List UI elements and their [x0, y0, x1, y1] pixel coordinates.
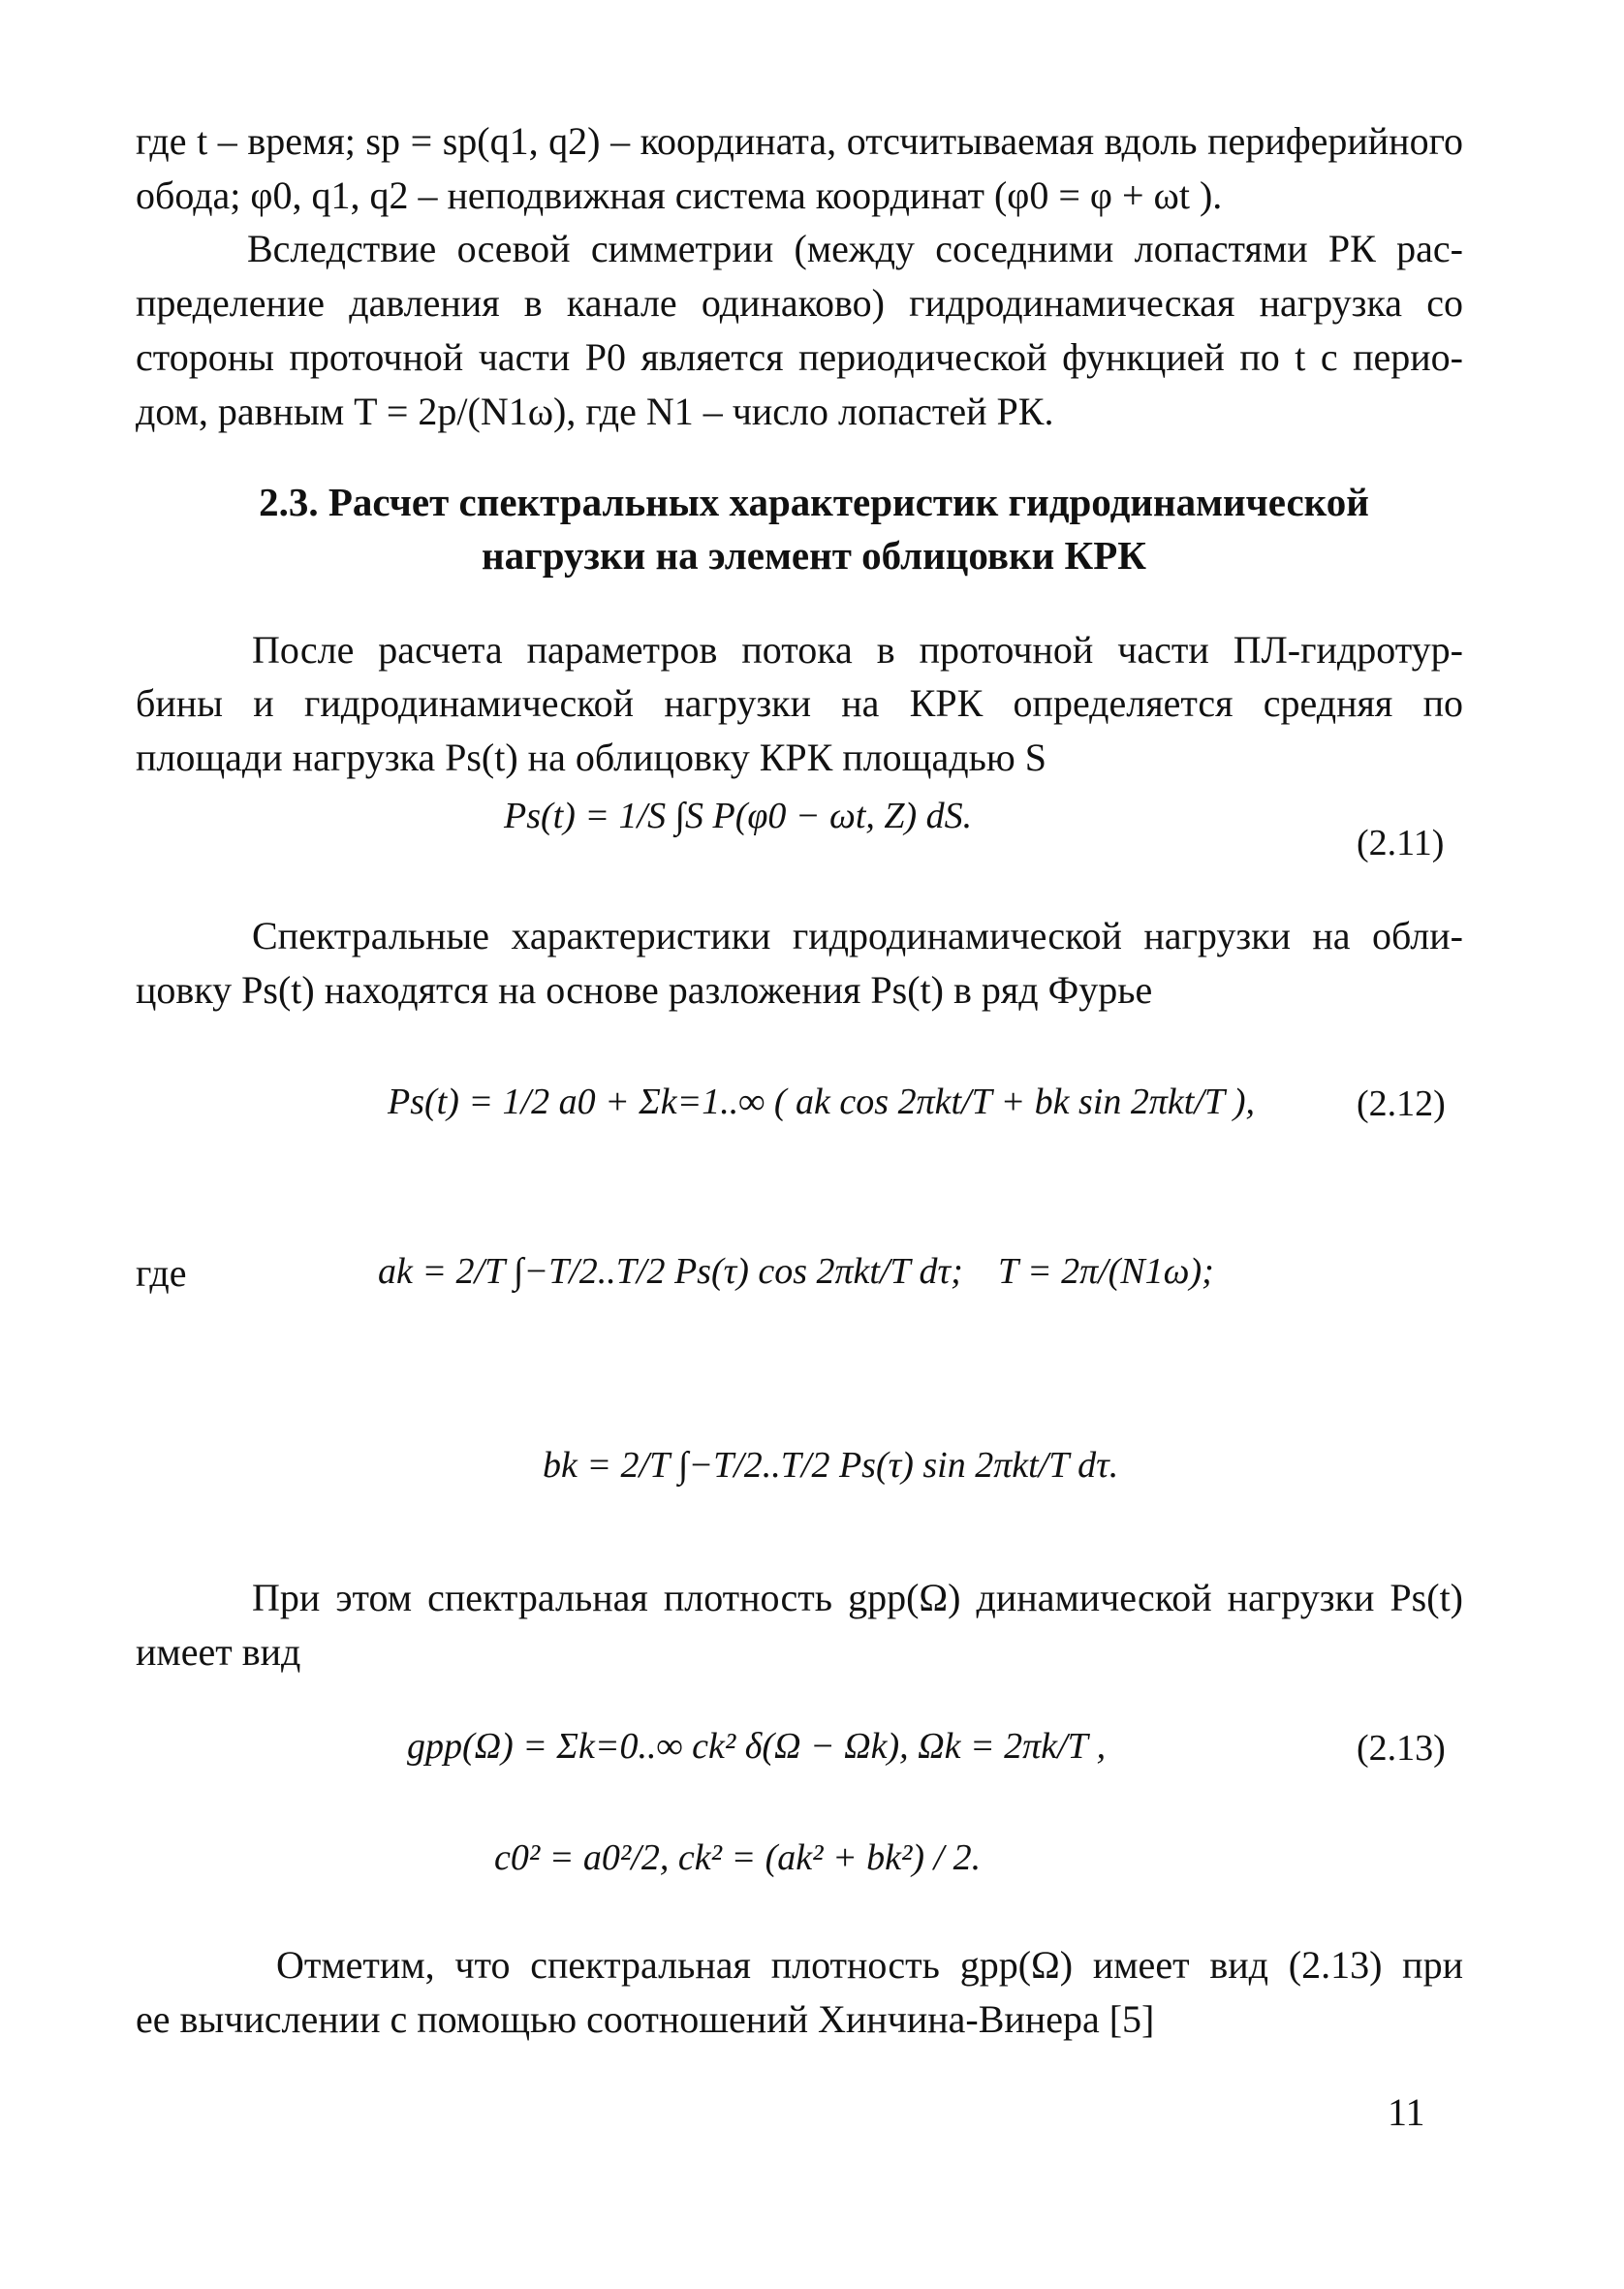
equation-number-2-12: (2.12) [1357, 1083, 1446, 1124]
equation-period-T: T = 2π/(N1ω); [998, 1251, 1214, 1292]
equation-2-13: gpp(Ω) = Σk=0..∞ ck² δ(Ω − Ωk), Ωk = 2πk/T , [407, 1726, 1107, 1767]
equation-bk: bk = 2/T ∫−T/2..T/2 Ps(τ) sin 2πkt/T dτ. [543, 1445, 1119, 1486]
equation-2-12: Ps(t) = 1/2 a0 + Σk=1..∞ ( ak cos 2πkt/T + bk sin 2πkt/T ), [388, 1082, 1256, 1122]
paragraph-4-line-2: имеет вид [136, 1630, 301, 1674]
paragraph-5-line-2: ее вычислении с помощью соотношений Хинчина-Винера [5] [136, 1997, 1155, 2041]
where-label: где [136, 1251, 187, 1295]
paragraph-3-line-2: цовку Ps(t) находятся на основе разложения Ps(t) в ряд Фурье [136, 968, 1153, 1012]
paragraph-4-line-1: При этом спектральная плотность gpp(Ω) динамической нагрузки Ps(t) [252, 1576, 1463, 1619]
paragraph-1-line-5: стороны проточной части P0 является периодической функцией по t с перио- [136, 335, 1463, 379]
equation-2-11: Ps(t) = 1/S ∫S P(φ0 − ωt, Z) dS. [504, 796, 973, 836]
paragraph-1-line-6: дом, равным T = 2p/(N1ω), где N1 – число лопастей РК. [136, 390, 1054, 433]
section-title-line-1: 2.3. Расчет спектральных характеристик гидродинамической [259, 480, 1369, 524]
equation-c-coefficients: c0² = a0²/2, ck² = (ak² + bk²) / 2. [494, 1837, 982, 1878]
paragraph-1-line-1: где t – время; sp = sp(q1, q2) – координата, отсчитываемая вдоль периферийного [136, 119, 1463, 163]
paragraph-1-line-2: обода; φ0, q1, q2 – неподвижная система координат (φ0 = φ + ωt ). [136, 173, 1223, 217]
paragraph-5-line-1: Отметим, что спектральная плотность gpp(Ω) имеет вид (2.13) при [276, 1943, 1463, 1987]
paragraph-1-line-4: пределение давления в канале одинаково) гидродинамическая нагрузка со [136, 281, 1463, 325]
equation-ak: ak = 2/T ∫−T/2..T/2 Ps(τ) cos 2πkt/T dτ; [378, 1251, 963, 1292]
paragraph-2-line-1: После расчета параметров потока в проточной части ПЛ-гидротур- [252, 628, 1463, 672]
paragraph-2-line-2: бины и гидродинамической нагрузки на КРК определяется средняя по [136, 681, 1463, 725]
paragraph-3-line-1: Спектральные характеристики гидродинамической нагрузки на обли- [252, 914, 1463, 957]
equation-number-2-13: (2.13) [1357, 1728, 1446, 1769]
paragraph-1-line-3: Вследствие осевой симметрии (между соседними лопастями РК рас- [247, 227, 1463, 270]
paragraph-2-line-3: площади нагрузка Ps(t) на облицовку КРК площадью S [136, 736, 1046, 779]
equation-number-2-11: (2.11) [1357, 823, 1445, 863]
section-title-line-2: нагрузки на элемент облицовки КРК [481, 533, 1146, 578]
page-number: 11 [1388, 2090, 1425, 2134]
